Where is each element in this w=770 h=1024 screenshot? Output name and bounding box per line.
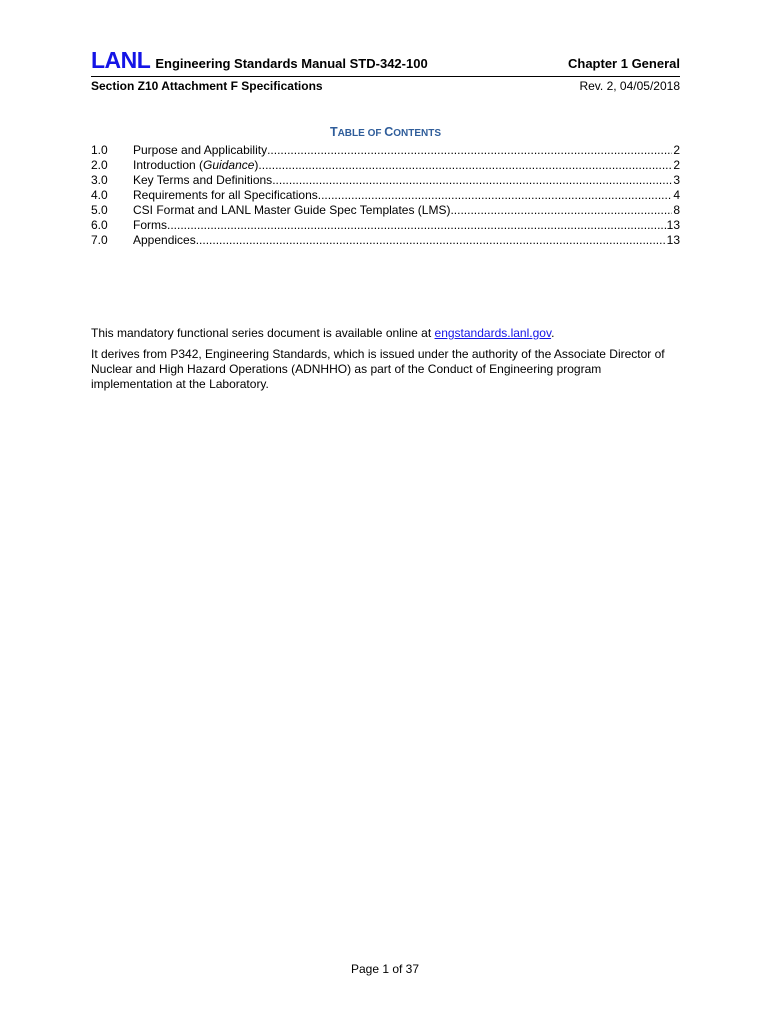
toc-item[interactable] [91,173,680,188]
toc-item-page: 13 [666,233,680,247]
toc-item[interactable] [91,143,680,158]
toc-leader-dots [167,218,666,233]
toc-item-number: 4.0 [91,188,108,202]
header-top-row [91,48,680,74]
toc-title-small: ONTENTS [393,128,442,139]
toc-item-number: 7.0 [91,233,108,247]
header-divider [91,76,680,77]
toc-leader-dots [272,173,672,188]
manual-title: Engineering Standards Manual STD-342-100 [155,56,428,71]
derives-paragraph: It derives from P342, Engineering Standards, which is issued under the authority of the Associate Director of Nuclear and High Hazard Operations (ADNHHO) as part of the Conduct of Engineering program implementation at the Laboratory. [91,347,665,391]
toc-item-number: 2.0 [91,158,108,172]
toc-leader-dots [318,188,673,203]
engstandards-link[interactable]: engstandards.lanl.gov [434,326,552,340]
toc-item-label[interactable]: Forms [133,218,167,232]
toc-title [91,124,680,142]
header-bottom-row [91,78,680,94]
toc-leader-dots [196,233,666,248]
page-number: Page 1 of 37 [350,962,420,976]
toc-leader-dots [267,143,672,158]
toc-item-label[interactable]: Requirements for all Specifications [133,188,318,202]
toc-item-label-italic: Guidance [203,158,255,172]
toc-item-number: 6.0 [91,218,108,232]
toc-item-label-text: Introduction ( [133,158,204,172]
toc-title-cap: C [384,125,394,139]
toc-title-cap: T [329,125,338,139]
toc-item[interactable] [91,218,680,233]
toc-item-label[interactable]: CSI Format and LANL Master Guide Spec Templates (LMS) [133,203,451,217]
toc-item-page: 3 [673,173,680,187]
toc-item[interactable] [91,188,680,203]
lanl-logo: LANL [91,47,151,73]
toc-item-number: 5.0 [91,203,108,217]
toc-item-page: 4 [673,188,680,202]
table-of-contents [91,143,680,248]
toc-item-label[interactable]: Purpose and Applicability [133,143,268,157]
revision-label: Rev. 2, 04/05/2018 [579,79,680,93]
toc-item-page: 8 [673,203,680,217]
toc-item-number: 1.0 [91,143,108,157]
toc-item-number: 3.0 [91,173,108,187]
header-left [91,48,428,74]
toc-item-label-text: ) [254,158,259,172]
toc-item-page: 2 [673,143,680,157]
section-title: Section Z10 Attachment F Specifications [91,79,323,93]
availability-text-end: . [551,326,555,340]
page-header [91,48,680,94]
toc-item-page: 2 [673,158,680,172]
body-text [91,326,683,398]
toc-item-label[interactable] [133,158,258,173]
availability-paragraph [91,326,683,341]
toc-item-label[interactable]: Appendices [133,233,196,247]
toc-item[interactable] [91,233,680,248]
chapter-title: Chapter 1 General [568,56,680,71]
toc-item[interactable] [91,203,680,218]
toc-item[interactable] [91,158,680,173]
toc-leader-dots [450,203,672,218]
toc-item-page: 13 [666,218,680,232]
availability-text: This mandatory functional series document is available online at [91,326,435,340]
toc-title-small: ABLE OF [337,128,385,139]
toc-item-label[interactable]: Key Terms and Definitions [133,173,273,187]
toc-leader-dots [258,158,672,173]
